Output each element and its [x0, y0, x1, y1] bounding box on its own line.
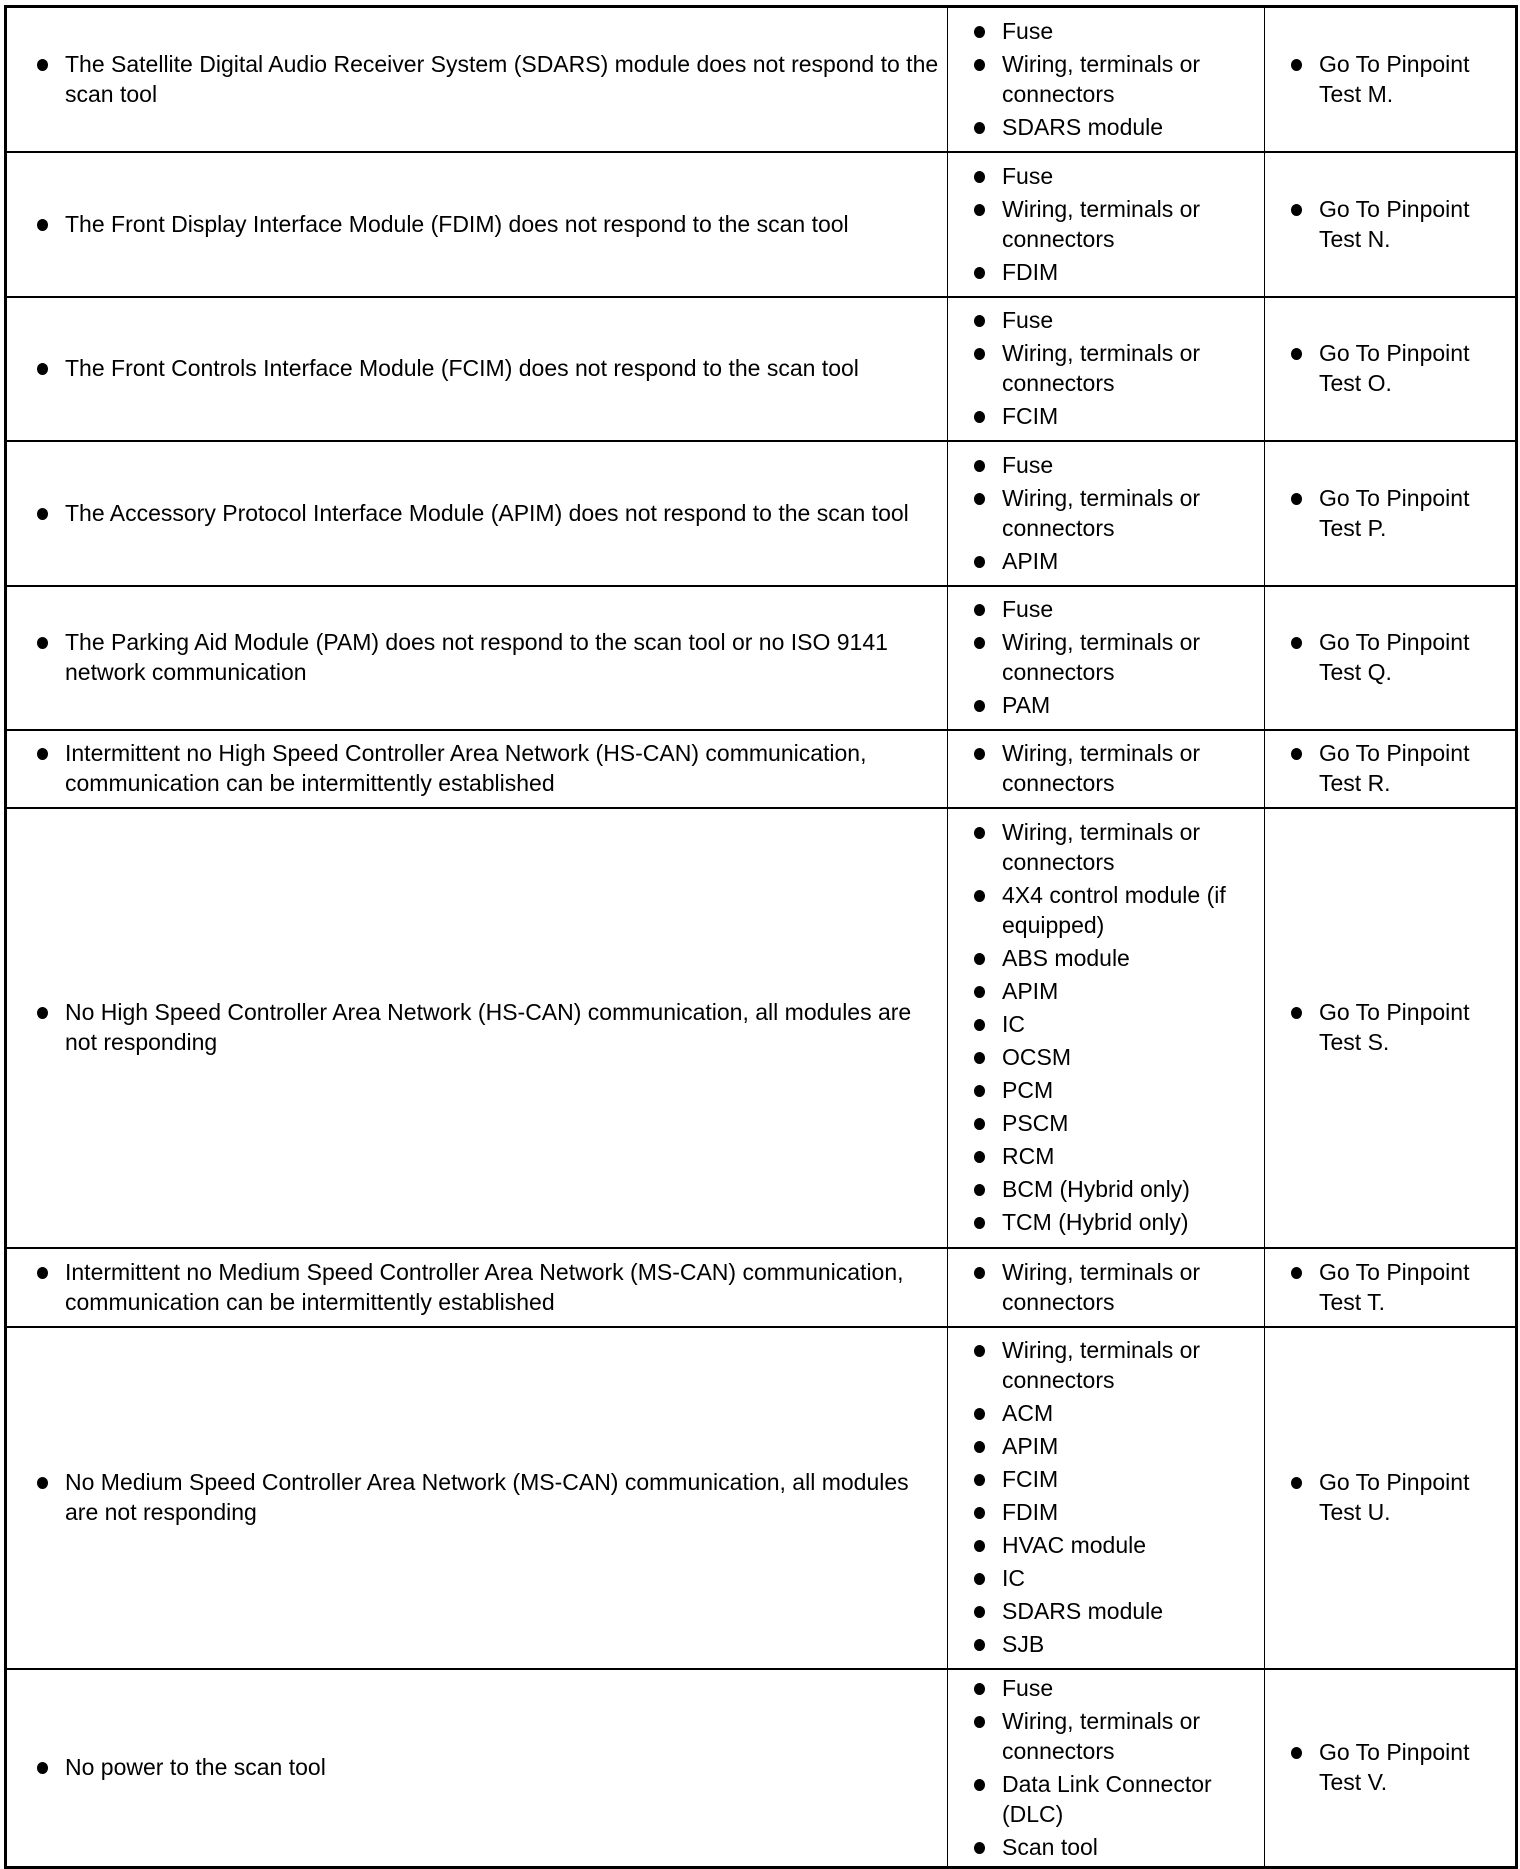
table-row [6, 730, 1517, 808]
action-link: Go To Pinpoint Test O. [1289, 338, 1507, 398]
possible-source-cell [948, 586, 1265, 730]
table-row [6, 1248, 1517, 1327]
symptom-text: Intermittent no Medium Speed Controller Area Network (MS-CAN) communication, communication can be intermittently established [35, 1257, 939, 1317]
action-cell [1265, 297, 1517, 441]
possible-source-item: Wiring, terminals or connectors [972, 1335, 1256, 1395]
symptom-text: The Accessory Protocol Interface Module (APIM) does not respond to the scan tool [35, 498, 939, 528]
possible-source-item: PCM [972, 1075, 1256, 1105]
possible-source-item: Wiring, terminals or connectors [972, 817, 1256, 877]
action-link: Go To Pinpoint Test R. [1289, 738, 1507, 798]
possible-source-item: Wiring, terminals or connectors [972, 194, 1256, 254]
action-link: Go To Pinpoint Test M. [1289, 49, 1507, 109]
symptom-cell [6, 297, 948, 441]
possible-source-item: APIM [972, 546, 1256, 576]
possible-source-item: HVAC module [972, 1530, 1256, 1560]
possible-source-item: IC [972, 1563, 1256, 1593]
symptom-cell [6, 808, 948, 1248]
symptom-text: The Front Display Interface Module (FDIM) does not respond to the scan tool [35, 209, 939, 239]
action-cell [1265, 808, 1517, 1248]
possible-source-item: PAM [972, 690, 1256, 720]
possible-source-cell [948, 297, 1265, 441]
possible-source-item: ACM [972, 1398, 1256, 1428]
action-link: Go To Pinpoint Test S. [1289, 997, 1507, 1057]
action-cell [1265, 730, 1517, 808]
possible-source-item: Fuse [972, 16, 1256, 46]
symptom-cell [6, 1669, 948, 1868]
symptom-text: No power to the scan tool [35, 1752, 939, 1782]
possible-source-item: Scan tool [972, 1832, 1256, 1862]
symptom-cell [6, 7, 948, 152]
possible-source-cell [948, 152, 1265, 297]
symptom-cell [6, 1248, 948, 1327]
table-row [6, 1327, 1517, 1669]
possible-source-item: Fuse [972, 161, 1256, 191]
possible-source-item: PSCM [972, 1108, 1256, 1138]
action-cell [1265, 441, 1517, 586]
possible-source-item: OCSM [972, 1042, 1256, 1072]
possible-source-item: SDARS module [972, 112, 1256, 142]
action-cell [1265, 1327, 1517, 1669]
table-row [6, 441, 1517, 586]
action-link: Go To Pinpoint Test U. [1289, 1467, 1507, 1527]
possible-source-item: Data Link Connector (DLC) [972, 1769, 1256, 1829]
possible-source-item: ABS module [972, 943, 1256, 973]
possible-source-cell [948, 441, 1265, 586]
possible-source-item: 4X4 control module (if equipped) [972, 880, 1256, 940]
possible-source-item: Wiring, terminals or connectors [972, 483, 1256, 543]
table-row [6, 808, 1517, 1248]
possible-source-item: Wiring, terminals or connectors [972, 738, 1256, 798]
table-row [6, 152, 1517, 297]
symptom-cell [6, 1327, 948, 1669]
possible-source-cell [948, 1669, 1265, 1868]
possible-source-item: Fuse [972, 450, 1256, 480]
possible-source-item: TCM (Hybrid only) [972, 1207, 1256, 1237]
symptom-text: No High Speed Controller Area Network (HS-CAN) communication, all modules are not responding [35, 997, 939, 1057]
possible-source-item: BCM (Hybrid only) [972, 1174, 1256, 1204]
possible-source-item: SDARS module [972, 1596, 1256, 1626]
action-link: Go To Pinpoint Test P. [1289, 483, 1507, 543]
action-cell [1265, 152, 1517, 297]
action-link: Go To Pinpoint Test Q. [1289, 627, 1507, 687]
table-row [6, 586, 1517, 730]
action-cell [1265, 7, 1517, 152]
action-link: Go To Pinpoint Test N. [1289, 194, 1507, 254]
possible-source-item: Wiring, terminals or connectors [972, 1706, 1256, 1766]
possible-source-cell [948, 1327, 1265, 1669]
possible-source-item: Fuse [972, 1673, 1256, 1703]
possible-source-item: APIM [972, 976, 1256, 1006]
symptom-text: The Parking Aid Module (PAM) does not respond to the scan tool or no ISO 9141 network communication [35, 627, 939, 687]
possible-source-item: FDIM [972, 1497, 1256, 1527]
symptom-chart-table [4, 5, 1518, 1869]
possible-source-item: SJB [972, 1629, 1256, 1659]
possible-source-item: APIM [972, 1431, 1256, 1461]
possible-source-item: IC [972, 1009, 1256, 1039]
action-cell [1265, 586, 1517, 730]
possible-source-cell [948, 808, 1265, 1248]
possible-source-item: Wiring, terminals or connectors [972, 338, 1256, 398]
symptom-cell [6, 730, 948, 808]
action-link: Go To Pinpoint Test T. [1289, 1257, 1507, 1317]
symptom-text: No Medium Speed Controller Area Network (MS-CAN) communication, all modules are not responding [35, 1467, 939, 1527]
symptom-text: Intermittent no High Speed Controller Area Network (HS-CAN) communication, communication can be intermittently established [35, 738, 939, 798]
table-row [6, 1669, 1517, 1868]
action-cell [1265, 1669, 1517, 1868]
action-link: Go To Pinpoint Test V. [1289, 1737, 1507, 1797]
symptom-text: The Front Controls Interface Module (FCIM) does not respond to the scan tool [35, 353, 939, 383]
table-row [6, 297, 1517, 441]
possible-source-item: Wiring, terminals or connectors [972, 49, 1256, 109]
possible-source-item: RCM [972, 1141, 1256, 1171]
possible-source-item: Wiring, terminals or connectors [972, 627, 1256, 687]
table-row [6, 7, 1517, 152]
possible-source-item: Wiring, terminals or connectors [972, 1257, 1256, 1317]
possible-source-cell [948, 7, 1265, 152]
possible-source-cell [948, 730, 1265, 808]
possible-source-cell [948, 1248, 1265, 1327]
symptom-cell [6, 586, 948, 730]
possible-source-item: Fuse [972, 594, 1256, 624]
possible-source-item: FCIM [972, 1464, 1256, 1494]
action-cell [1265, 1248, 1517, 1327]
possible-source-item: Fuse [972, 305, 1256, 335]
possible-source-item: FDIM [972, 257, 1256, 287]
possible-source-item: FCIM [972, 401, 1256, 431]
symptom-cell [6, 441, 948, 586]
symptom-cell [6, 152, 948, 297]
symptom-text: The Satellite Digital Audio Receiver System (SDARS) module does not respond to the scan tool [35, 49, 939, 109]
